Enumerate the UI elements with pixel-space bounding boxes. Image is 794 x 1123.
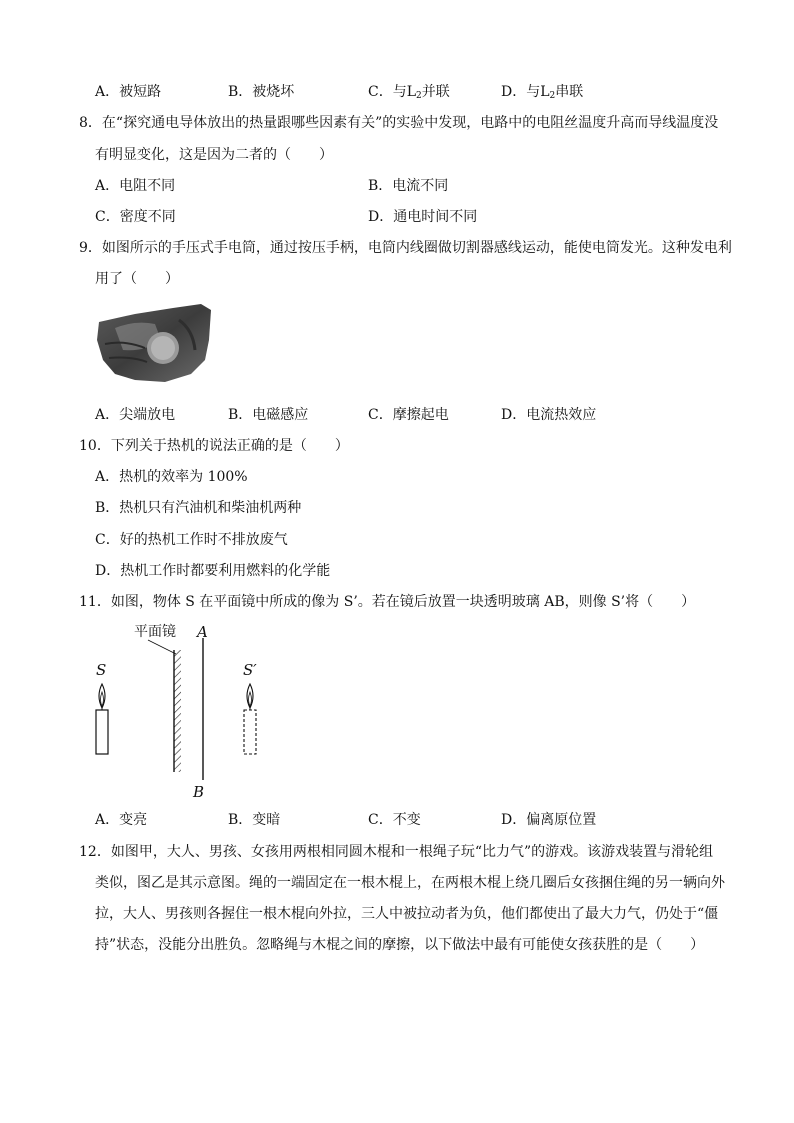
option-text: 电阻不同 bbox=[119, 178, 176, 194]
option-letter: D． bbox=[501, 84, 527, 100]
q8-option-b bbox=[368, 176, 448, 196]
candle-s bbox=[96, 684, 108, 754]
option-text-post: 串联 bbox=[555, 84, 584, 100]
option-text: 摩擦起电 bbox=[392, 407, 449, 423]
option-text: 热机只有汽油机和柴油机两种 bbox=[119, 500, 302, 516]
mirror-label: 平面镜 bbox=[134, 624, 176, 640]
q7-option-d bbox=[501, 82, 583, 106]
option-text: 电流热效应 bbox=[526, 407, 597, 423]
q11-option-a bbox=[95, 810, 147, 830]
option-text: 不变 bbox=[392, 812, 421, 828]
q9-option-b bbox=[228, 405, 308, 425]
q10-option-d bbox=[95, 561, 330, 581]
mirror-label-leader bbox=[148, 640, 176, 654]
option-letter: A． bbox=[95, 178, 120, 194]
q9-option-c bbox=[368, 405, 449, 425]
option-text: 电磁感应 bbox=[252, 407, 309, 423]
q8-option-d bbox=[368, 207, 477, 227]
q12-stem-line1: 12．如图甲，大人、男孩、女孩用两根相同圆木棍和一根绳子玩“比力气”的游戏。该游戏装置与滑轮组 bbox=[79, 844, 714, 860]
q9-stem-line2: 用了（ ） bbox=[95, 271, 179, 287]
q7-option-a bbox=[95, 82, 161, 102]
option-letter: D． bbox=[501, 812, 527, 828]
option-text: 电流不同 bbox=[392, 178, 449, 194]
option-text: 被短路 bbox=[119, 84, 162, 100]
option-text-post: 并联 bbox=[421, 84, 450, 100]
q11-stem: 11．如图，物体 S 在平面镜中所成的像为 S’。若在镜后放置一块透明玻璃 AB，则像 S’将（ ） bbox=[79, 594, 696, 610]
subscript: 2 bbox=[416, 91, 422, 101]
option-text: 热机工作时都要利用燃料的化学能 bbox=[120, 563, 331, 579]
option-letter: B． bbox=[228, 407, 253, 423]
label-a: A bbox=[197, 623, 208, 641]
mirror-diagram bbox=[90, 620, 280, 800]
plane-mirror bbox=[174, 650, 181, 772]
option-letter: B． bbox=[95, 500, 120, 516]
hand-flashlight-photo bbox=[95, 300, 213, 386]
q9-stem-line1: 9．如图所示的手压式手电筒，通过按压手柄，电筒内线圈做切割器感线运动，能使电筒发光。这种发电利 bbox=[79, 240, 732, 256]
option-letter: B． bbox=[368, 178, 393, 194]
option-letter: A． bbox=[95, 469, 120, 485]
label-s-prime: S′ bbox=[243, 661, 257, 679]
option-letter: A． bbox=[95, 407, 120, 423]
q12-stem-line2: 类似，图乙是其示意图。绳的一端固定在一根木棍上，在两根木棍上绕几圈后女孩捆住绳的另一辆向外 bbox=[95, 875, 725, 891]
option-letter: B． bbox=[228, 812, 253, 828]
label-s: S bbox=[96, 661, 107, 679]
option-text: 与L bbox=[392, 84, 417, 100]
option-text: 变亮 bbox=[119, 812, 148, 828]
q9-option-d bbox=[501, 405, 596, 425]
label-b: B bbox=[193, 783, 205, 801]
q11-option-d bbox=[501, 810, 596, 830]
option-letter: A． bbox=[95, 812, 120, 828]
q7-option-b bbox=[228, 82, 294, 102]
q11-option-b bbox=[228, 810, 280, 830]
option-text: 密度不同 bbox=[119, 209, 176, 225]
q10-option-c bbox=[95, 530, 288, 550]
option-text: 被烧坏 bbox=[252, 84, 295, 100]
subscript: 2 bbox=[549, 91, 556, 101]
q8-option-a bbox=[95, 176, 175, 196]
option-letter: C． bbox=[368, 812, 393, 828]
option-letter: B． bbox=[228, 84, 253, 100]
option-text: 变暗 bbox=[252, 812, 281, 828]
option-text: 尖端放电 bbox=[119, 407, 176, 423]
option-letter: D． bbox=[501, 407, 527, 423]
option-text: 与L bbox=[526, 84, 550, 100]
option-letter: D． bbox=[95, 563, 121, 579]
q8-option-c bbox=[95, 207, 176, 227]
option-letter: D． bbox=[368, 209, 394, 225]
option-text: 通电时间不同 bbox=[393, 209, 478, 225]
q9-option-a bbox=[95, 405, 175, 425]
q11-option-c bbox=[368, 810, 421, 830]
image-candle-s-prime bbox=[244, 684, 256, 754]
q10-option-b bbox=[95, 498, 301, 518]
option-text: 偏离原位置 bbox=[526, 812, 597, 828]
q8-stem-line2: 有明显变化，这是因为二者的（ ） bbox=[95, 147, 333, 163]
option-letter: C． bbox=[95, 532, 120, 548]
q12-stem-line3: 拉，大人、男孩则各握住一根木棍向外拉，三人中被拉动者为负，他们都使出了最大力气，仍处于“僵 bbox=[95, 906, 719, 922]
option-text: 热机的效率为 100% bbox=[119, 469, 248, 485]
q8-stem-line1: 8．在“探究通电导体放出的热量跟哪些因素有关”的实验中发现，电路中的电阻丝温度升高而导线温度没 bbox=[79, 115, 719, 131]
q10-option-a bbox=[95, 467, 248, 487]
q10-stem: 10．下列关于热机的说法正确的是（ ） bbox=[79, 438, 349, 454]
option-letter: C． bbox=[368, 84, 393, 100]
q12-stem-line4: 持”状态，没能分出胜负。忽略绳与木棍之间的摩擦，以下做法中最有可能使女孩获胜的是（ ） bbox=[95, 937, 705, 953]
option-text: 好的热机工作时不排放废气 bbox=[119, 532, 288, 548]
q7-option-c bbox=[368, 82, 450, 106]
option-letter: C． bbox=[95, 209, 120, 225]
option-letter: C． bbox=[368, 407, 393, 423]
option-letter: A． bbox=[95, 84, 120, 100]
